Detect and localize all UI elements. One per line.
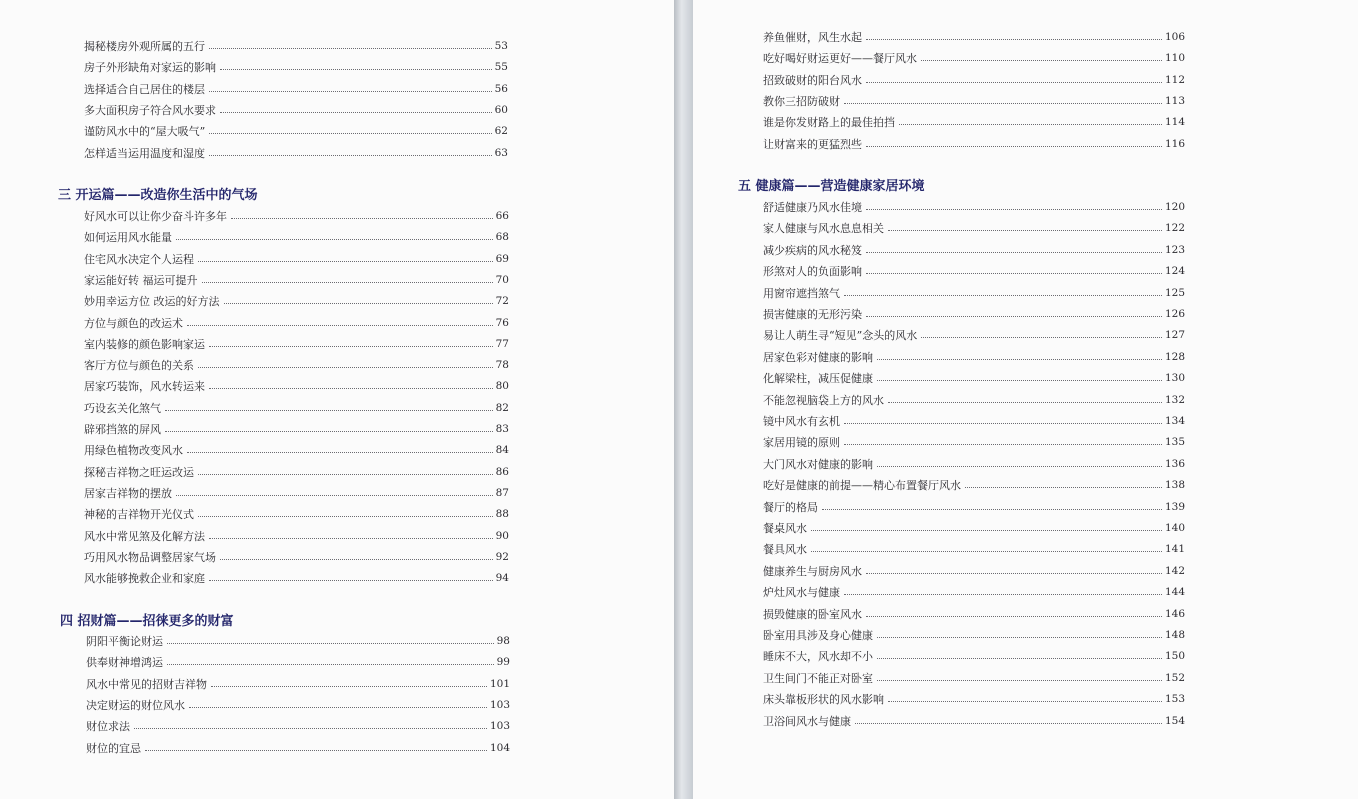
toc-entry	[763, 112, 1185, 133]
toc-entry	[763, 368, 1185, 389]
toc-entry	[763, 497, 1185, 518]
toc-entry-title: 财位的宜忌	[86, 741, 141, 755]
toc-entry-title: 家运能好转 福运可提升	[84, 273, 198, 287]
toc-entry-page-number: 60	[494, 103, 508, 116]
toc-entry-page-number: 104	[489, 741, 510, 754]
toc-entry-title: 怎样适当运用温度和湿度	[84, 146, 205, 160]
toc-entry-title: 探秘吉祥物之旺运改运	[84, 465, 194, 479]
dot-leader	[209, 387, 493, 389]
toc-entry	[763, 582, 1185, 603]
toc-entry	[763, 325, 1185, 346]
dot-leader	[202, 281, 493, 283]
toc-entry-title: 减少疾病的风水秘笈	[763, 243, 862, 257]
page-gutter	[674, 0, 693, 799]
toc-entry	[86, 695, 510, 716]
toc-entry	[763, 668, 1185, 689]
toc-entry-title: 多大面积房子符合风水要求	[84, 103, 216, 117]
toc-entry-title: 卫浴间风水与健康	[763, 714, 851, 728]
dot-leader	[877, 636, 1162, 638]
toc-entry-page-number: 99	[496, 656, 510, 669]
dot-leader	[888, 229, 1162, 231]
toc-entry-page-number: 55	[494, 61, 508, 74]
dot-leader	[866, 208, 1162, 210]
dot-leader	[187, 451, 493, 453]
toc-entry-title: 用窗帘遮挡煞气	[763, 286, 840, 300]
toc-entry-page-number: 128	[1164, 350, 1185, 363]
toc-entry	[84, 483, 509, 504]
toc-entry-page-number: 130	[1164, 372, 1185, 385]
toc-entry-title: 居家色彩对健康的影响	[763, 350, 873, 364]
dot-leader	[209, 132, 491, 134]
dot-leader	[145, 749, 487, 751]
toc-entry-page-number: 72	[495, 295, 509, 308]
dot-leader	[224, 302, 493, 304]
toc-entry	[763, 48, 1185, 69]
toc-entry-page-number: 146	[1164, 607, 1185, 620]
toc-entry-title: 房子外形缺角对家运的影响	[84, 61, 216, 75]
toc-entry-title: 大门风水对健康的影响	[763, 457, 873, 471]
toc-entry-title: 妙用幸运方位 改运的好方法	[84, 295, 220, 309]
toc-entry-page-number: 90	[495, 529, 509, 542]
toc-entry	[763, 240, 1185, 261]
toc-entry-title: 卧室用具涉及身心健康	[763, 629, 873, 642]
toc-entry-title: 决定财运的财位风水	[86, 698, 185, 712]
toc-entry-title: 家人健康与风水息息相关	[763, 222, 884, 236]
dot-leader	[220, 558, 493, 560]
dot-leader	[209, 579, 493, 581]
toc-entry	[763, 261, 1185, 282]
dot-leader	[877, 465, 1162, 467]
toc-entry-title: 风水中常见的招财吉祥物	[86, 677, 207, 691]
dot-leader	[844, 422, 1162, 424]
dot-leader	[220, 68, 492, 70]
toc-entry	[763, 604, 1185, 625]
toc-entry	[84, 291, 509, 312]
toc-entry	[84, 227, 509, 248]
toc-entry-page-number: 139	[1164, 500, 1185, 513]
toc-entry-page-number: 63	[494, 146, 508, 159]
dot-leader	[165, 409, 493, 411]
toc-entry	[86, 716, 510, 737]
dot-leader	[866, 251, 1162, 253]
toc-entry-title: 养鱼催财，风生水起	[763, 31, 862, 44]
dot-leader	[209, 537, 493, 539]
toc-entry	[84, 355, 509, 376]
toc-entry	[86, 674, 510, 695]
toc-entry-page-number: 87	[495, 486, 509, 499]
toc-entry	[86, 631, 510, 652]
toc-entry-page-number: 132	[1164, 393, 1185, 406]
toc-entry-page-number: 103	[489, 698, 510, 711]
toc-entry-title: 风水中常见煞及化解方法	[84, 529, 205, 543]
toc-entry-title: 床头靠板形状的风水影响	[763, 693, 884, 707]
dot-leader	[220, 111, 492, 113]
toc-entry-page-number: 94	[495, 572, 509, 585]
dot-leader	[866, 272, 1162, 274]
toc-entry-title: 客厅方位与颜色的关系	[84, 359, 194, 373]
toc-entry-page-number: 123	[1164, 243, 1185, 256]
toc-entry-title: 谁是你发财路上的最佳拍挡	[763, 116, 895, 130]
right-page	[693, 0, 1358, 799]
toc-entry-title: 谨防风水中的“屋大吸气”	[84, 125, 206, 139]
dot-leader	[866, 145, 1162, 147]
toc-entry	[84, 462, 509, 483]
toc-entry-title: 居家巧装饰，风水转运来	[84, 380, 205, 394]
toc-entry-title: 健康养生与厨房风水	[763, 564, 862, 578]
toc-entry-title: 辟邪挡煞的屏风	[84, 423, 161, 436]
toc-entry-page-number: 56	[494, 82, 508, 95]
dot-leader	[231, 217, 493, 219]
toc-entry	[763, 27, 1185, 48]
toc-entry	[763, 70, 1185, 91]
toc-entry-title: 选择适合自己居住的楼层	[84, 82, 205, 96]
toc-entry-page-number: 138	[1164, 479, 1185, 492]
toc-entry-title: 家居用镜的原则	[763, 436, 840, 450]
toc-entry	[763, 218, 1185, 239]
toc-entry-page-number: 92	[495, 550, 509, 563]
toc-entry	[763, 475, 1185, 496]
dot-leader	[198, 515, 493, 517]
dot-leader	[209, 154, 492, 156]
toc-entry	[84, 568, 509, 589]
dot-leader	[965, 486, 1162, 488]
toc-entry	[84, 57, 508, 78]
toc-entry-title: 好风水可以让你少奋斗许多年	[84, 210, 227, 223]
toc-entry	[763, 411, 1185, 432]
toc-entry	[84, 526, 509, 547]
toc-entry-page-number: 124	[1164, 265, 1185, 278]
dot-leader	[811, 529, 1162, 531]
dot-leader	[866, 615, 1162, 617]
dot-leader	[877, 679, 1162, 681]
toc-entry-page-number: 98	[496, 635, 510, 647]
dot-leader	[211, 685, 487, 687]
toc-entry-page-number: 136	[1164, 457, 1185, 470]
toc-entry-title: 吃好是健康的前提——精心布置餐厅风水	[763, 479, 961, 493]
toc-entry-title: 吃好喝好财运更好——餐厅风水	[763, 52, 917, 66]
dot-leader	[866, 81, 1162, 83]
toc-entry-page-number: 66	[495, 210, 509, 222]
toc-entry	[86, 738, 510, 759]
dot-leader	[209, 47, 492, 49]
toc-entry-page-number: 154	[1164, 714, 1185, 727]
toc-entry-title: 损毁健康的卧室风水	[763, 607, 862, 621]
toc-entry-title: 供奉财神增鸿运	[86, 656, 163, 670]
dot-leader	[844, 443, 1162, 445]
toc-entry-page-number: 69	[495, 252, 509, 265]
toc-entry	[763, 432, 1185, 453]
toc-entry-title: 损害健康的无形污染	[763, 308, 862, 321]
toc-entry-page-number: 80	[495, 380, 509, 393]
toc-entry-title: 方位与颜色的改运术	[84, 316, 183, 330]
toc-entry-title: 让财富来的更猛烈些	[763, 137, 862, 151]
toc-entry-page-number: 142	[1164, 564, 1185, 577]
toc-entry-page-number: 113	[1164, 94, 1185, 107]
toc-entry	[84, 100, 508, 121]
toc-entry	[84, 313, 509, 334]
toc-entry-page-number: 144	[1164, 586, 1185, 599]
toc-entry-title: 炉灶风水与健康	[763, 586, 840, 600]
left-page	[0, 0, 674, 799]
toc-entry-page-number: 127	[1164, 329, 1185, 342]
toc-entry-title: 易让人萌生寻“短见”念头的风水	[763, 329, 918, 343]
dot-leader	[888, 401, 1162, 403]
toc-entry-title: 揭秘楼房外观所属的五行	[84, 40, 205, 53]
dot-leader	[855, 722, 1162, 724]
dot-leader	[134, 727, 487, 729]
dot-leader	[189, 706, 487, 708]
toc-entry-title: 餐桌风水	[763, 522, 807, 535]
toc-entry-page-number: 114	[1164, 116, 1185, 129]
toc-entry	[86, 652, 510, 673]
dot-leader	[209, 90, 492, 92]
dot-leader	[176, 238, 493, 240]
toc-entry	[84, 504, 509, 525]
toc-entry-title: 神秘的吉祥物开光仪式	[84, 508, 194, 522]
dot-leader	[877, 657, 1162, 659]
dot-leader	[899, 123, 1162, 125]
dot-leader	[877, 379, 1162, 381]
toc-entry-page-number: 106	[1164, 31, 1185, 43]
toc-entry	[84, 249, 509, 270]
dot-leader	[198, 366, 493, 368]
toc-entry-page-number: 62	[494, 125, 508, 138]
section-heading-3: 三 开运篇——改造你生活中的气场	[58, 188, 258, 203]
toc-entry	[763, 91, 1185, 112]
toc-entry	[763, 625, 1185, 646]
dot-leader	[877, 358, 1162, 360]
dot-leader	[167, 663, 494, 665]
toc-entry-page-number: 125	[1164, 286, 1185, 299]
toc-entry-page-number: 126	[1164, 308, 1185, 320]
toc-entry-page-number: 112	[1164, 73, 1185, 86]
toc-entry-page-number: 83	[495, 423, 509, 435]
toc-entry-title: 室内装修的颜色影响家运	[84, 337, 205, 351]
toc-entry-title: 风水能够挽救企业和家庭	[84, 572, 205, 586]
toc-entry-page-number: 77	[495, 337, 509, 350]
toc-entry-title: 餐厅的格局	[763, 500, 818, 514]
toc-entry	[763, 539, 1185, 560]
toc-entry	[84, 36, 508, 57]
toc-entry	[763, 134, 1185, 155]
toc-entry-title: 居家吉祥物的摆放	[84, 486, 172, 500]
toc-entry-title: 睡床不大，风水却不小	[763, 650, 873, 664]
dot-leader	[921, 336, 1162, 338]
toc-entry-page-number: 103	[489, 720, 510, 733]
toc-entry	[763, 304, 1185, 325]
toc-entry-page-number: 150	[1164, 650, 1185, 663]
toc-entry-title: 如何运用风水能量	[84, 231, 172, 245]
dot-leader	[198, 473, 493, 475]
toc-entry	[763, 347, 1185, 368]
toc-entry-page-number: 148	[1164, 629, 1185, 641]
dot-leader	[844, 593, 1162, 595]
toc-entry-title: 形煞对人的负面影响	[763, 265, 862, 279]
toc-entry-title: 巧用风水物品调整居家气场	[84, 550, 216, 564]
dot-leader	[209, 345, 493, 347]
toc-entry	[763, 197, 1185, 218]
toc-entry-page-number: 68	[495, 231, 509, 244]
toc-entry-title: 阴阳平衡论财运	[86, 635, 163, 648]
dot-leader	[866, 315, 1162, 317]
toc-entry	[763, 646, 1185, 667]
toc-entry-page-number: 122	[1164, 222, 1185, 235]
toc-entry-page-number: 134	[1164, 415, 1185, 427]
toc-entry-title: 餐具风水	[763, 543, 807, 557]
dot-leader	[811, 550, 1162, 552]
toc-entry-page-number: 135	[1164, 436, 1185, 449]
toc-entry	[84, 547, 509, 568]
toc-entry	[84, 376, 509, 397]
toc-entry-title: 招致破财的阳台风水	[763, 73, 862, 87]
toc-entry	[84, 398, 509, 419]
dot-leader	[844, 294, 1162, 296]
dot-leader	[866, 572, 1162, 574]
toc-entry-page-number: 153	[1164, 693, 1185, 706]
toc-entry	[84, 440, 509, 461]
toc-entry-page-number: 78	[495, 359, 509, 372]
toc-entry	[84, 121, 508, 142]
toc-entry-page-number: 53	[494, 40, 508, 52]
dot-leader	[176, 494, 493, 496]
dot-leader	[165, 430, 493, 432]
toc-entry	[84, 270, 509, 291]
toc-entry-title: 卫生间门不能正对卧室	[763, 671, 873, 685]
toc-entry-page-number: 101	[489, 677, 510, 690]
toc-entry-page-number: 84	[495, 444, 509, 457]
toc-entry-title: 不能忽视脑袋上方的风水	[763, 393, 884, 407]
dot-leader	[921, 59, 1162, 61]
section-heading-5: 五 健康篇——营造健康家居环境	[738, 179, 925, 194]
toc-entry-title: 舒适健康乃风水佳境	[763, 201, 862, 214]
toc-entry	[763, 390, 1185, 411]
toc-entry-page-number: 140	[1164, 522, 1185, 534]
toc-entry-page-number: 82	[495, 401, 509, 414]
toc-entry	[763, 283, 1185, 304]
toc-entry-page-number: 120	[1164, 201, 1185, 213]
toc-entry-title: 财位求法	[86, 720, 130, 734]
toc-entry	[84, 419, 509, 440]
toc-entry	[763, 518, 1185, 539]
toc-entry-title: 巧设玄关化煞气	[84, 401, 161, 415]
dot-leader	[167, 642, 494, 644]
dot-leader	[844, 102, 1162, 104]
toc-entry-title: 化解梁柱，减压促健康	[763, 372, 873, 386]
dot-leader	[187, 324, 493, 326]
toc-entry-page-number: 116	[1164, 137, 1185, 150]
dot-leader	[866, 38, 1162, 40]
toc-entry-page-number: 152	[1164, 671, 1185, 684]
toc-entry	[763, 689, 1185, 710]
toc-entry	[763, 561, 1185, 582]
toc-entry-title: 用绿色植物改变风水	[84, 444, 183, 458]
toc-entry	[84, 79, 508, 100]
toc-entry	[84, 143, 508, 164]
toc-entry-page-number: 141	[1164, 543, 1185, 556]
toc-entry	[763, 454, 1185, 475]
toc-entry	[84, 334, 509, 355]
dot-leader	[822, 508, 1162, 510]
toc-entry	[763, 711, 1185, 732]
toc-entry-title: 教你三招防破财	[763, 94, 840, 108]
toc-entry-title: 住宅风水决定个人运程	[84, 252, 194, 266]
dot-leader	[198, 260, 493, 262]
toc-entry	[84, 206, 509, 227]
section-heading-4: 四 招财篇——招徕更多的财富	[60, 614, 234, 629]
toc-entry-page-number: 70	[495, 273, 509, 286]
toc-entry-page-number: 76	[495, 316, 509, 329]
toc-entry-page-number: 86	[495, 465, 509, 478]
toc-entry-page-number: 88	[495, 508, 509, 521]
toc-entry-title: 镜中风水有玄机	[763, 415, 840, 428]
dot-leader	[888, 700, 1162, 702]
toc-entry-page-number: 110	[1164, 52, 1185, 65]
